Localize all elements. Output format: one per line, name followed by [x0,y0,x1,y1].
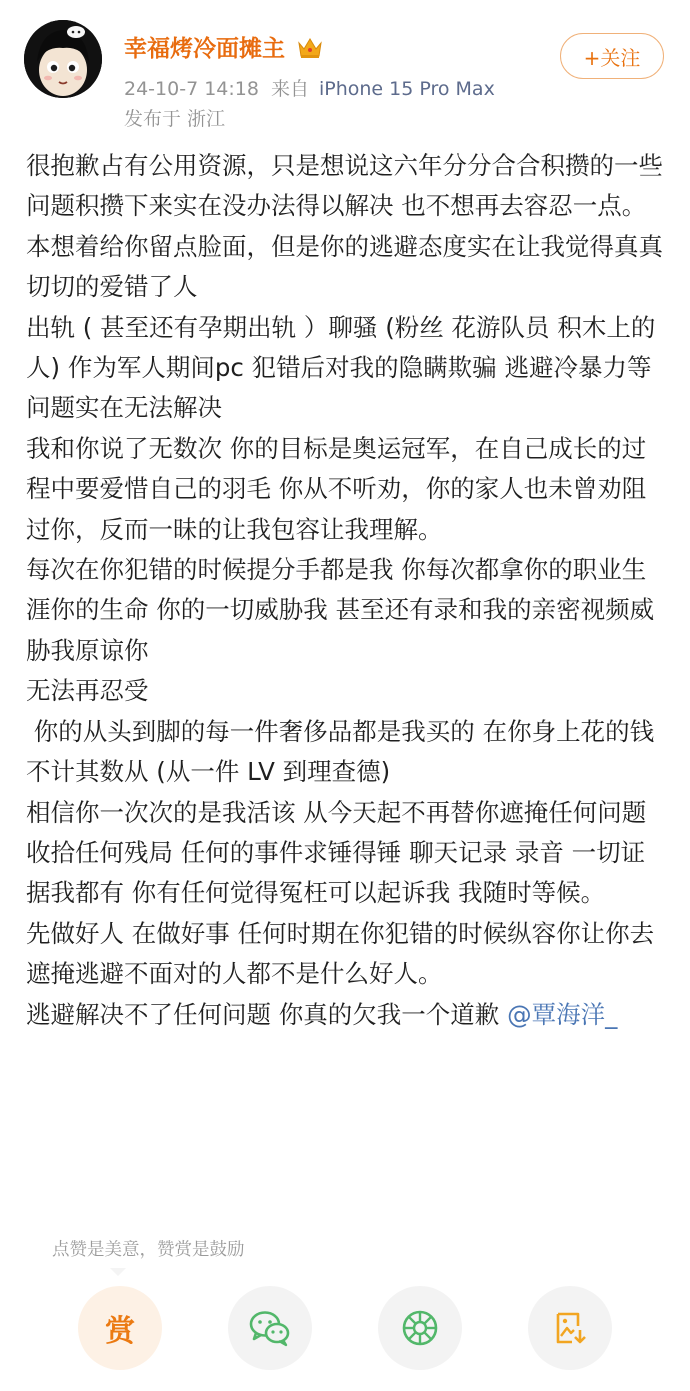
username-text: 幸福烤冷面摊主 [124,36,285,62]
save-image-button[interactable] [528,1286,612,1370]
reward-label: 赏 [105,1314,135,1349]
username[interactable] [124,30,323,66]
post-paragraph: 无法再忍受 [26,676,149,706]
share-wechat-button[interactable] [228,1286,312,1370]
post-date: 24-10-7 14:18 [124,78,259,100]
post-paragraph: 相信你一次次的是我活该 从今天起不再替你遮掩任何问题 收拾任何残局 任何的事件求锤得锤 聊天记录 录音 一切证据我都有 你有任何觉得冤枉可以起诉我 我随时等候。 [26,797,647,908]
post-paragraph: 我和你说了无数次 你的目标是奥运冠军，在自己成长的过程中要爱惜自己的羽毛 你从不听劝，你的家人也未曾劝阻过你，反而一昧的让我包容让我理解。 [26,433,647,544]
reward-button[interactable] [78,1286,162,1370]
avatar-cartoon-icon [24,20,102,98]
avatar[interactable] [24,20,102,98]
post-paragraph: 你的从头到脚的每一件奢侈品都是我买的 在你身上花的钱不计其数从 (从一件 LV 到理查德) [26,716,655,787]
post-body [26,146,668,1035]
post-paragraph: 先做好人 在做好事 任何时期在你犯错的时候纵容你让你去遮掩逃避不面对的人都不是什么好人。 [26,918,655,989]
share-moments-button[interactable] [378,1286,462,1370]
device-name[interactable]: iPhone 15 Pro Max [318,78,495,100]
post-paragraph: 出轨 ( 甚至还有孕期出轨 ）聊骚 (粉丝 花游队员 积木上的人) 作为军人期间pc 犯错后对我的隐瞒欺骗 逃避冷暴力等问题实在无法解决 [26,312,656,423]
source-prefix: 来自 [270,78,309,100]
post-paragraph: 很抱歉占有公用资源，只是想说这六年分分合合积攒的一些问题积攒下来实在没办法得以解决 也不想再去容忍一点。 [26,151,663,221]
post-location: 发布于 浙江 [124,108,226,130]
post-paragraph-text: 逃避解决不了任何问题 你真的欠我一个道歉 [26,999,508,1029]
post-paragraph: 每次在你犯错的时候提分手都是我 你每次都拿你的职业生涯你的生命 你的一切威胁我 甚至还有录和我的亲密视频威胁我原谅你 [26,555,655,665]
post-meta [124,74,495,101]
save-image-icon [550,1308,590,1348]
tip-pointer [110,1268,126,1276]
follow-button[interactable]: +关注 [560,33,664,79]
mention-link[interactable]: @覃海洋_ [507,999,618,1029]
post-header [0,0,690,140]
post-paragraph: 本想着给你留点脸面，但是你的逃避态度实在让我觉得真真切切的爱错了人 [26,231,663,302]
wechat-icon [248,1308,292,1348]
moments-icon [399,1307,441,1349]
reward-tip: 点赞是美意，赞赏是鼓励 [52,1240,245,1260]
post-paragraph-last [26,995,668,1035]
crown-icon [297,36,323,66]
